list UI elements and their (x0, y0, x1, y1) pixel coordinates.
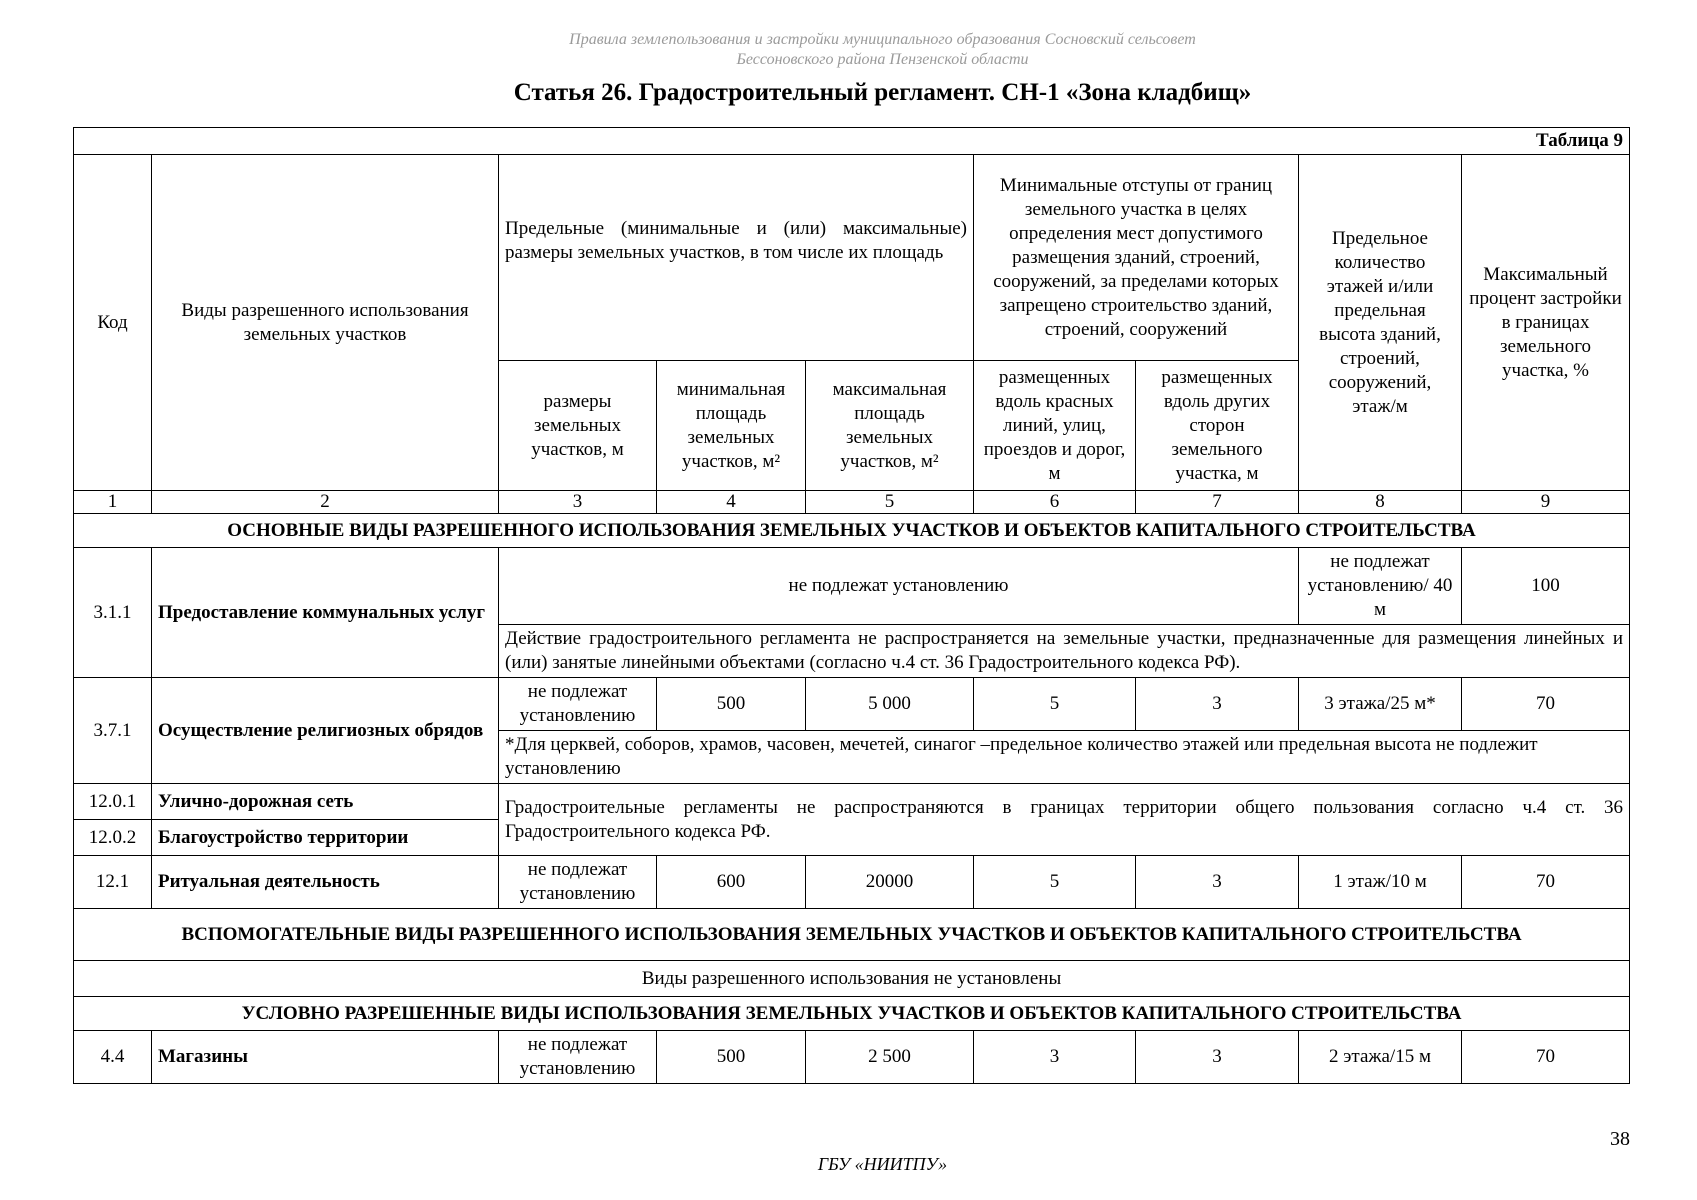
table-row-4-4 (74, 1031, 1630, 1084)
row-max-area: 20000 (806, 856, 974, 909)
header-sub-sizes: размеры земельных участков, м (499, 361, 657, 491)
column-number: 4 (657, 491, 806, 514)
row-floors: 3 этажа/25 м* (1299, 678, 1462, 731)
row-red-lines: 3 (974, 1031, 1136, 1084)
header-row-1 (74, 155, 1630, 361)
column-number: 7 (1136, 491, 1299, 514)
row-max-area: 2 500 (806, 1031, 974, 1084)
section-main-row (74, 514, 1630, 548)
header-sub-red-lines: размещенных вдоль красных линий, улиц, проездов и дорог, м (974, 361, 1136, 491)
row-min-area: 600 (657, 856, 806, 909)
row-red-lines: 5 (974, 678, 1136, 731)
row-code: 3.7.1 (74, 678, 152, 784)
row-code: 12.0.2 (74, 820, 152, 856)
section-heading-aux: ВСПОМОГАТЕЛЬНЫЕ ВИДЫ РАЗРЕШЕННОГО ИСПОЛЬЗОВАНИЯ ЗЕМЕЛЬНЫХ УЧАСТКОВ И ОБЪЕКТОВ КАПИТАЛЬНОГО СТРОИТЕЛЬСТВА (74, 909, 1630, 961)
column-numbers-row (74, 491, 1630, 514)
header-code: Код (74, 155, 152, 491)
table-row-3-7-1 (74, 678, 1630, 731)
row-other-sides: 3 (1136, 1031, 1299, 1084)
table-row-12-0-1 (74, 784, 1630, 820)
row-other-sides: 3 (1136, 678, 1299, 731)
row-percent: 70 (1462, 678, 1630, 731)
row-note: Действие градостроительного регламента не распространяется на земельные участки, предназначенные для размещения линейных и (или) занятые линейными объектами (согласно ч.4 ст. 36 Градостроительного кодекса РФ). (499, 625, 1630, 678)
row-percent: 100 (1462, 548, 1630, 625)
header-sub-min-area: минимальная площадь земельных участков, м² (657, 361, 806, 491)
row-floors: 2 этажа/15 м (1299, 1031, 1462, 1084)
row-other-sides: 3 (1136, 856, 1299, 909)
row-percent: 70 (1462, 1031, 1630, 1084)
section-conditional-row (74, 997, 1630, 1031)
running-header (0, 30, 1697, 70)
row-code: 12.0.1 (74, 784, 152, 820)
row-min-area: 500 (657, 1031, 806, 1084)
row-min-area: 500 (657, 678, 806, 731)
row-name: Улично-дорожная сеть (152, 784, 499, 820)
regulation-table (73, 127, 1630, 1084)
header-sub-max-area: максимальная площадь земельных участков, м² (806, 361, 974, 491)
column-number: 1 (74, 491, 152, 514)
row-not-set: не подлежат установлению (499, 548, 1299, 625)
column-number: 5 (806, 491, 974, 514)
table-row-3-1-1 (74, 548, 1630, 625)
aux-none-row (74, 961, 1630, 997)
row-code: 12.1 (74, 856, 152, 909)
header-sub-other-sides: размещенных вдоль других сторон земельного участка, м (1136, 361, 1299, 491)
table-caption-row (74, 128, 1630, 155)
row-max-area: 5 000 (806, 678, 974, 731)
header-setbacks-group: Минимальные отступы от границ земельного участка в целях определения мест допустимого размещения зданий, строений, сооружений, за пределами которых запрещено строительство зданий, строений, сооружений (974, 155, 1299, 361)
row-name: Магазины (152, 1031, 499, 1084)
column-number: 9 (1462, 491, 1630, 514)
table-row-12-1 (74, 856, 1630, 909)
table-caption: Таблица 9 (74, 128, 1630, 155)
row-note-12-0: Градостроительные регламенты не распространяются в границах территории общего пользования согласно ч.4 ст. 36 Градостроительного кодекса РФ. (499, 784, 1630, 856)
row-percent: 70 (1462, 856, 1630, 909)
section-aux-row (74, 909, 1630, 961)
footer-organization: ГБУ «НИИТПУ» (817, 1154, 948, 1174)
row-sizes: не подлежат установлению (499, 678, 657, 731)
section-heading-main: ОСНОВНЫЕ ВИДЫ РАЗРЕШЕННОГО ИСПОЛЬЗОВАНИЯ ЗЕМЕЛЬНЫХ УЧАСТКОВ И ОБЪЕКТОВ КАПИТАЛЬНОГО СТРОИТЕЛЬСТВА (74, 514, 1630, 548)
row-name: Ритуальная деятельность (152, 856, 499, 909)
row-sizes: не подлежат установлению (499, 1031, 657, 1084)
row-red-lines: 5 (974, 856, 1136, 909)
header-floors: Предельное количество этажей и/или предельная высота зданий, строений, сооружений, этаж/м (1299, 155, 1462, 491)
row-name: Благоустройство территории (152, 820, 499, 856)
header-sizes-group: Предельные (минимальные и (или) максимальные) размеры земельных участков, в том числе их площадь (499, 155, 974, 361)
page-number: 38 (1610, 1128, 1630, 1150)
running-header-line-2: Бессоновского района Пензенской области (736, 51, 1029, 68)
row-sizes: не подлежат установлению (499, 856, 657, 909)
row-floors: не подлежат установлению/ 40 м (1299, 548, 1462, 625)
article-title: Статья 26. Градостроительный регламент. СН-1 «Зона кладбищ» (513, 79, 1252, 106)
column-number: 2 (152, 491, 499, 514)
column-number: 3 (499, 491, 657, 514)
row-code: 4.4 (74, 1031, 152, 1084)
section-heading-conditional: УСЛОВНО РАЗРЕШЕННЫЕ ВИДЫ ИСПОЛЬЗОВАНИЯ ЗЕМЕЛЬНЫХ УЧАСТКОВ И ОБЪЕКТОВ КАПИТАЛЬНОГО СТРОИТЕЛЬСТВА (74, 997, 1630, 1031)
row-note: *Для церквей, соборов, храмов, часовен, мечетей, синагог –предельное количество этажей или предельная высота не подлежит установлению (499, 731, 1630, 784)
row-name: Осуществление религиозных обрядов (152, 678, 499, 784)
row-floors: 1 этаж/10 м (1299, 856, 1462, 909)
column-number: 6 (974, 491, 1136, 514)
header-types: Виды разрешенного использования земельных участков (152, 155, 499, 491)
running-header-line-1: Правила землепользования и застройки муниципального образования Сосновский сельсовет (569, 31, 1196, 48)
column-number: 8 (1299, 491, 1462, 514)
row-code: 3.1.1 (74, 548, 152, 678)
row-name: Предоставление коммунальных услуг (152, 548, 499, 678)
header-max-percent: Максимальный процент застройки в границах земельного участка, % (1462, 155, 1630, 491)
aux-none-text: Виды разрешенного использования не установлены (74, 961, 1630, 997)
